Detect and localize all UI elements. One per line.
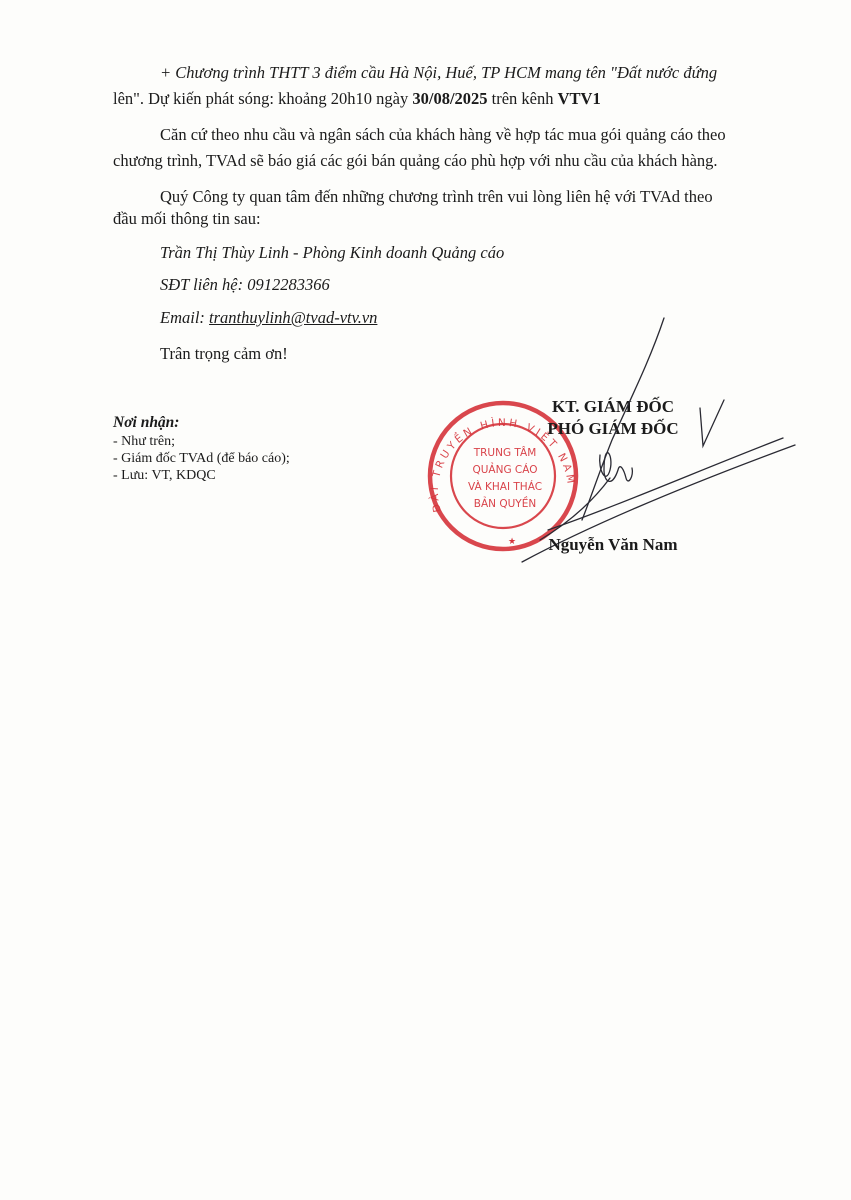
closing-text: Trân trọng cảm ơn! — [160, 344, 288, 363]
contact-name: Trần Thị Thùy Linh - Phòng Kinh doanh Quảng cáo — [160, 243, 505, 262]
email-link[interactable]: tranthuylinh@tvad-vtv.vn — [209, 308, 378, 327]
signer-name: Nguyễn Văn Nam — [548, 535, 678, 554]
email-label: Email: — [160, 308, 210, 327]
paragraph-3-line-2: đầu mối thông tin sau: — [113, 209, 261, 228]
program-line: + Chương trình THTT 3 điểm cầu Hà Nội, Huế, TP HCM mang tên "Đất nước đứng — [160, 63, 718, 82]
recipient-item: - Giám đốc TVAd (để báo cáo); — [113, 451, 290, 466]
broadcast-line — [113, 86, 601, 111]
recipient-item: - Lưu: VT, KDQC — [113, 468, 216, 483]
stamp-center-line: BẢN QUYỀN — [473, 498, 537, 510]
paragraph-2-line-2: chương trình, TVAd sẽ báo giá các gói bán quảng cáo phù hợp với nhu cầu của khách hàng. — [113, 151, 718, 170]
stamp-ring-text: ĐÀI TRUYỀN HÌNH VIỆT NAM — [428, 416, 578, 514]
stamp-center-line: QUẢNG CÁO — [472, 464, 538, 476]
paragraph-2-line-1: Căn cứ theo nhu cầu và ngân sách của khách hàng về hợp tác mua gói quảng cáo theo — [160, 125, 726, 144]
stamp-center-line: TRUNG TÂM — [473, 447, 537, 459]
contact-email-line — [160, 305, 377, 330]
recipients-heading: Nơi nhận: — [113, 414, 180, 431]
contact-phone: SĐT liên hệ: 0912283366 — [160, 275, 330, 294]
stamp-center-line: VÀ KHAI THÁC — [467, 481, 543, 493]
recipient-item: - Như trên; — [113, 434, 176, 449]
broadcast-channel: VTV1 — [557, 89, 601, 108]
signature-title-1: KT. GIÁM ĐỐC — [552, 397, 674, 416]
broadcast-text: lên". Dự kiến phát sóng: khoảng 20h10 ngày — [113, 89, 413, 108]
signature-title-2: PHÓ GIÁM ĐỐC — [547, 419, 679, 438]
recipients-block — [113, 413, 290, 484]
broadcast-channel-label: trên kênh — [487, 89, 558, 108]
star-icon: ★ — [507, 536, 517, 546]
broadcast-date: 30/08/2025 — [412, 89, 488, 108]
paragraph-3-line-1: Quý Công ty quan tâm đến những chương trình trên vui lòng liên hệ với TVAd theo — [160, 187, 713, 206]
